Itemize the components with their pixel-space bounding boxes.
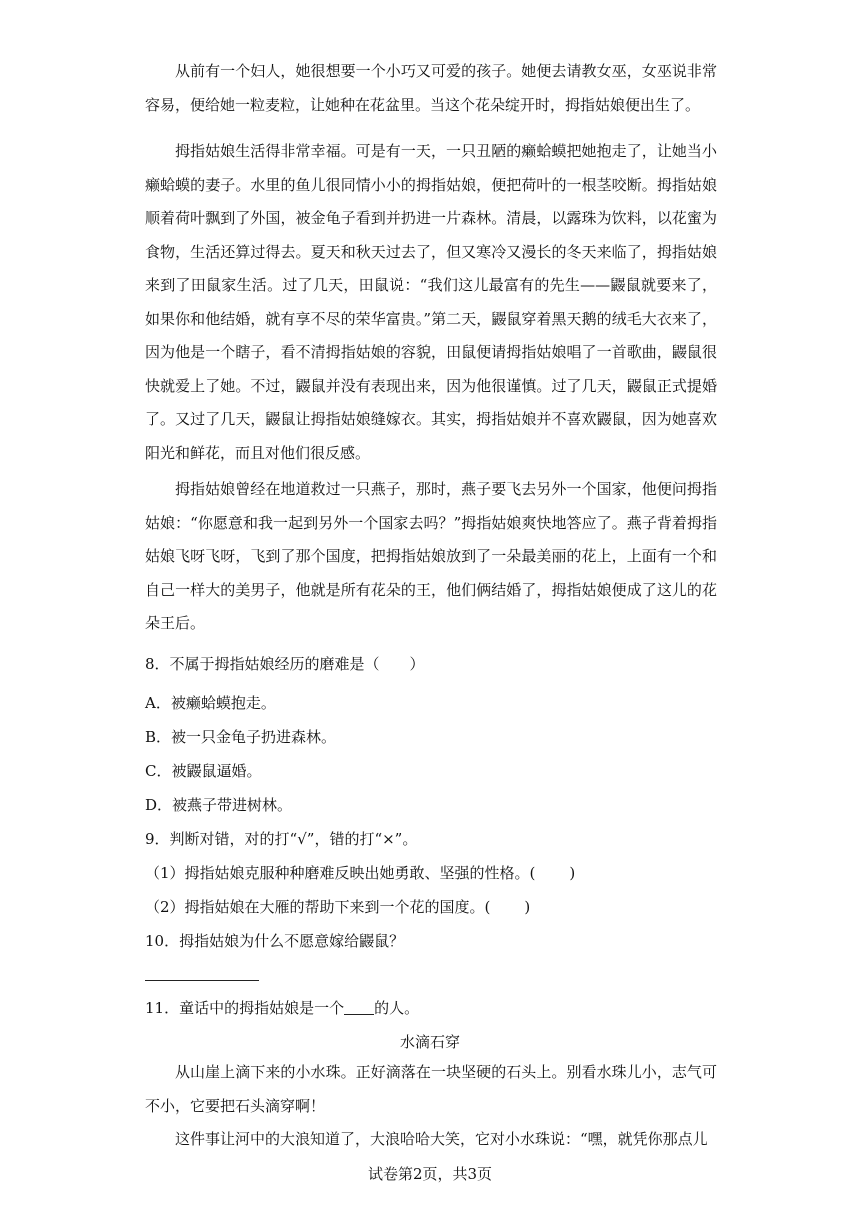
story-2-paragraph-2: 这件事让河中的大浪知道了，大浪哈哈大笑，它对小水珠说：“嘿，就凭你那点儿	[175, 1130, 708, 1148]
question-11-stem-after: 的人。	[374, 999, 420, 1017]
question-9-stem: 9．判断对错，对的打“√”，错的打“×”。	[145, 830, 418, 848]
question-8-option-a: A．被癞蛤蟆抱走。	[145, 694, 276, 712]
question-9-item-2-close: )	[524, 898, 531, 916]
question-10-answer-line[interactable]	[145, 980, 259, 981]
question-8-stem: 8．不属于拇指姑娘经历的磨难是（ ）	[145, 655, 425, 673]
question-9-item-1	[145, 862, 575, 883]
page-footer: 试卷第2页，共3页	[367, 1165, 493, 1183]
question-8-option-c: C．被鼹鼠逼婚。	[145, 762, 262, 780]
question-8-option-b: B．被一只金龟子扔进森林。	[145, 728, 337, 746]
question-8-option-d: D．被燕子带进树林。	[145, 796, 293, 814]
question-9-item-2-text: （2）拇指姑娘在大雁的帮助下来到一个花的国度。(	[145, 898, 491, 916]
story-2-title: 水滴石穿	[399, 1033, 460, 1051]
question-9-item-1-close: )	[569, 864, 576, 882]
question-11-stem	[145, 997, 419, 1018]
story-paragraph-3: 拇指姑娘曾经在地道救过一只燕子，那时，燕子要飞去另外一个国家，他便问拇指姑娘：“你愿意和我一起到另外一个国家去吗？”拇指姑娘爽快地答应了。燕子背着拇指姑娘飞呀飞呀，飞到了那个国度，把拇指姑娘放到了一朵最美丽的花上，上面有一个和自己一样大的美男子，他就是所有花朵的王，他们俩结婚了，拇指姑娘便成了这儿的花朵王后。	[145, 480, 717, 632]
question-11-blank[interactable]	[344, 1000, 374, 1015]
story-paragraph-2: 拇指姑娘生活得非常幸福。可是有一天，一只丑陋的癞蛤蟆把她抱走了，让她当小癞蛤蟆的妻子。水里的鱼儿很同情小小的拇指姑娘，便把荷叶的一根茎咬断。拇指姑娘顺着荷叶飘到了外国，被金龟子看到并扔进一片森林。清晨，以露珠为饮料，以花蜜为食物，生活还算过得去。夏天和秋天过去了，但又寒冷又漫长的冬天来临了，拇指姑娘来到了田鼠家生活。过了几天，田鼠说：“我们这儿最富有的先生——鼹鼠就要来了，如果你和他结婚，就有享不尽的荣华富贵。”第二天，鼹鼠穿着黑天鹅的绒毛大衣来了，因为他是一个瞎子，看不清拇指姑娘的容貌，田鼠便请拇指姑娘唱了一首歌曲，鼹鼠很快就爱上了她。不过，鼹鼠并没有表现出来，因为他很谨慎。过了几天，鼹鼠正式提婚了。又过了几天，鼹鼠让拇指姑娘缝嫁衣。其实，拇指姑娘并不喜欢鼹鼠，因为她喜欢阳光和鲜花，而且对他们很反感。	[145, 142, 717, 462]
question-9-item-2	[145, 896, 530, 917]
story-paragraph-1: 从前有一个妇人，她很想要一个小巧又可爱的孩子。她便去请教女巫，女巫说非常容易，便给她一粒麦粒，让她种在花盆里。当这个花朵绽开时，拇指姑娘便出生了。	[145, 62, 717, 114]
story-2-paragraph-1: 从山崖上滴下来的小水珠。正好滴落在一块坚硬的石头上。别看水珠儿小，志气可不小，它要把石头滴穿啊！	[145, 1063, 717, 1115]
question-9-item-1-text: （1）拇指姑娘克服种种磨难反映出她勇敢、坚强的性格。(	[145, 864, 536, 882]
question-10-stem: 10．拇指姑娘为什么不愿意嫁给鼹鼠？	[145, 932, 405, 950]
question-11-stem-before: 11．童话中的拇指姑娘是一个	[145, 999, 345, 1017]
